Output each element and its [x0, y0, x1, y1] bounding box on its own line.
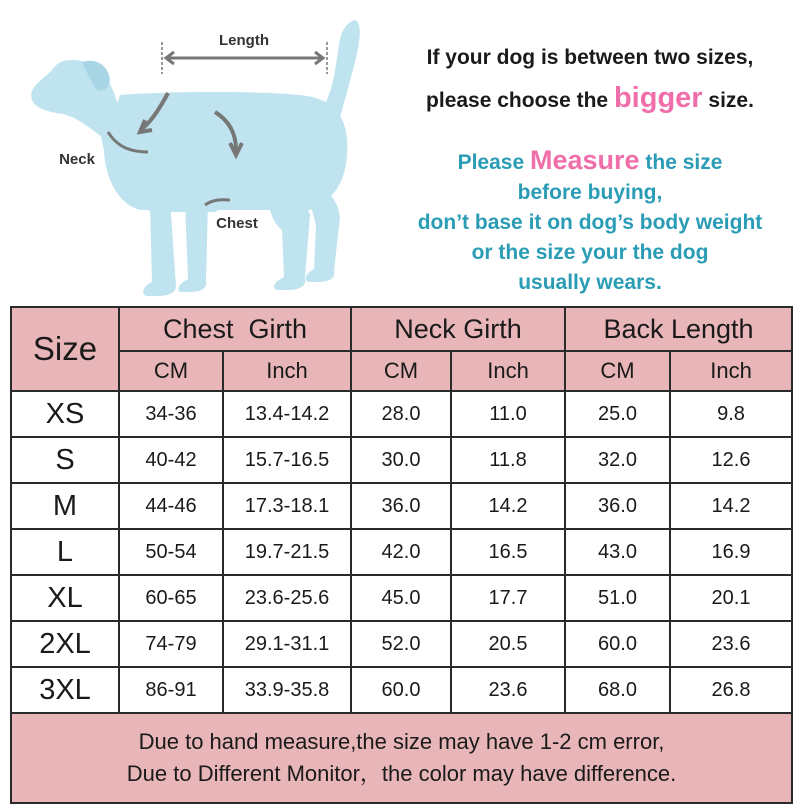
- bigger-highlight: bigger: [613, 82, 703, 114]
- measurement-cell: 44-46: [119, 483, 223, 529]
- measurement-cell: 30.0: [351, 437, 451, 483]
- measurement-cell: 45.0: [351, 575, 451, 621]
- back-inch-header: Inch: [670, 351, 792, 391]
- measurement-cell: 52.0: [351, 621, 451, 667]
- measurement-cell: 33.9-35.8: [223, 667, 351, 713]
- measurement-cell: 11.0: [451, 391, 565, 437]
- measure-line-1-start: Please: [457, 151, 525, 174]
- measurement-cell: 16.5: [451, 529, 565, 575]
- chest-label: Chest: [216, 215, 258, 232]
- measurement-cell: 25.0: [565, 391, 670, 437]
- measure-line-4: or the size your the dog: [471, 241, 709, 264]
- back-length-header: Back Length: [565, 307, 792, 351]
- notice-line-1: If your dog is between two sizes,: [426, 46, 754, 69]
- neck-inch-header: Inch: [451, 351, 565, 391]
- table-row: [11, 667, 792, 713]
- measure-notice: [380, 145, 800, 298]
- chest-cm-header: CM: [119, 351, 223, 391]
- measurement-cell: 16.9: [670, 529, 792, 575]
- measurement-cell: 34-36: [119, 391, 223, 437]
- table-row: [11, 621, 792, 667]
- measurement-cell: 12.6: [670, 437, 792, 483]
- neck-cm-header: CM: [351, 351, 451, 391]
- back-cm-header: CM: [565, 351, 670, 391]
- size-header: Size: [11, 307, 119, 391]
- size-cell: XL: [11, 575, 119, 621]
- notice-line-2-end: size.: [708, 89, 754, 112]
- measure-line-3: don’t base it on dog’s body weight: [417, 211, 763, 234]
- measurement-cell: 23.6: [670, 621, 792, 667]
- notice-line-2-start: please choose the: [426, 89, 609, 112]
- footnote-line-2: Due to Different Monitor，the color may have difference.: [126, 761, 677, 786]
- length-label: Length: [219, 32, 269, 49]
- chest-inch-header: Inch: [223, 351, 351, 391]
- measurement-cell: 29.1-31.1: [223, 621, 351, 667]
- measurement-cell: 9.8: [670, 391, 792, 437]
- measurement-cell: 14.2: [451, 483, 565, 529]
- dog-measurement-diagram: [0, 0, 380, 305]
- measurement-cell: 19.7-21.5: [223, 529, 351, 575]
- size-cell: M: [11, 483, 119, 529]
- measurement-cell: 74-79: [119, 621, 223, 667]
- measurement-cell: 26.8: [670, 667, 792, 713]
- size-cell: 2XL: [11, 621, 119, 667]
- table-row: [11, 575, 792, 621]
- measurement-cell: 60.0: [565, 621, 670, 667]
- measurement-cell: 40-42: [119, 437, 223, 483]
- table-row: [11, 437, 792, 483]
- measure-line-2: before buying,: [517, 181, 663, 204]
- measurement-cell: 20.1: [670, 575, 792, 621]
- measurement-cell: 32.0: [565, 437, 670, 483]
- size-cell: L: [11, 529, 119, 575]
- measurement-cell: 86-91: [119, 667, 223, 713]
- neck-girth-header: Neck Girth: [351, 307, 565, 351]
- measurement-cell: 28.0: [351, 391, 451, 437]
- measure-line-5: usually wears.: [518, 271, 662, 294]
- measurement-cell: 36.0: [351, 483, 451, 529]
- measurement-cell: 15.7-16.5: [223, 437, 351, 483]
- measure-line-1-end: the size: [645, 151, 723, 174]
- table-row: [11, 483, 792, 529]
- size-table-body: [11, 391, 792, 713]
- table-row: [11, 391, 792, 437]
- measure-highlight: Measure: [529, 145, 640, 175]
- chest-girth-header: Chest Girth: [119, 307, 351, 351]
- measurement-cell: 11.8: [451, 437, 565, 483]
- bigger-size-notice: [380, 38, 800, 121]
- measurement-cell: 13.4-14.2: [223, 391, 351, 437]
- measurement-cell: 17.7: [451, 575, 565, 621]
- neck-label: Neck: [59, 151, 95, 168]
- size-chart-table: [10, 306, 793, 804]
- size-cell: 3XL: [11, 667, 119, 713]
- measurement-cell: 14.2: [670, 483, 792, 529]
- notice-line-2: [380, 78, 800, 121]
- measure-line-1: [380, 145, 800, 178]
- footnote-line-1: Due to hand measure,the size may have 1-2 cm error,: [138, 729, 665, 754]
- measurement-cell: 20.5: [451, 621, 565, 667]
- measurement-cell: 51.0: [565, 575, 670, 621]
- measurement-cell: 42.0: [351, 529, 451, 575]
- measurement-cell: 36.0: [565, 483, 670, 529]
- measurement-cell: 17.3-18.1: [223, 483, 351, 529]
- measurement-cell: 60.0: [351, 667, 451, 713]
- measurement-cell: 43.0: [565, 529, 670, 575]
- measurement-cell: 68.0: [565, 667, 670, 713]
- size-cell: S: [11, 437, 119, 483]
- size-cell: XS: [11, 391, 119, 437]
- measurement-cell: 60-65: [119, 575, 223, 621]
- measurement-cell: 23.6: [451, 667, 565, 713]
- measurement-cell: 50-54: [119, 529, 223, 575]
- measurement-cell: 23.6-25.6: [223, 575, 351, 621]
- table-footnote: [11, 713, 792, 803]
- table-row: [11, 529, 792, 575]
